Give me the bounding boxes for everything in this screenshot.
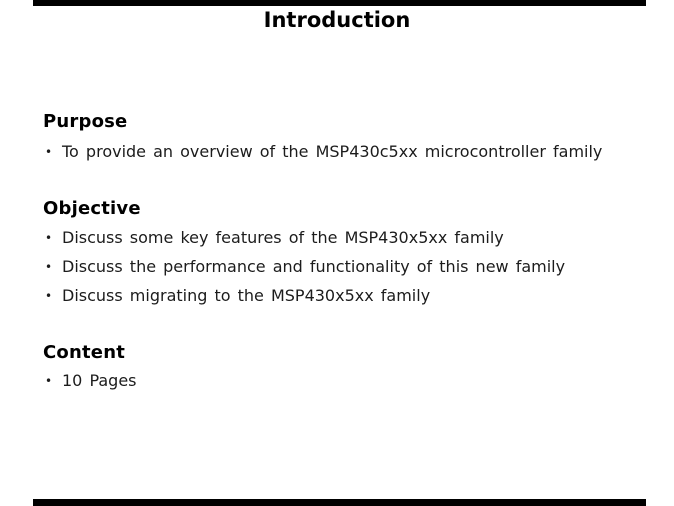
bullet-text: Discuss the performance and functionality of this new family	[62, 257, 566, 276]
bullet-text: 10 Pages	[62, 371, 137, 390]
bullet-text: To provide an overview of the MSP430c5xx microcontroller family	[62, 142, 603, 161]
bullet-icon: •	[45, 289, 53, 303]
bullet-icon: •	[45, 374, 53, 388]
bullet-item	[45, 227, 664, 249]
bullet-icon: •	[45, 260, 53, 274]
section-heading-purpose: Purpose	[43, 111, 128, 132]
bullet-item	[45, 256, 664, 278]
slide-title: Introduction	[263, 8, 411, 32]
section-heading-objective: Objective	[43, 198, 141, 219]
bullet-text: Discuss some key features of the MSP430x5xx family	[62, 228, 504, 247]
top-letterbox-bar	[33, 0, 646, 6]
bullet-icon: •	[45, 145, 53, 159]
bullet-item	[45, 141, 664, 163]
bullet-text: Discuss migrating to the MSP430x5xx family	[62, 286, 431, 305]
bullet-item	[45, 370, 664, 392]
bullet-item	[45, 285, 664, 307]
section-heading-content: Content	[43, 342, 126, 363]
bullet-icon: •	[45, 231, 53, 245]
bottom-letterbox-bar	[33, 499, 646, 506]
